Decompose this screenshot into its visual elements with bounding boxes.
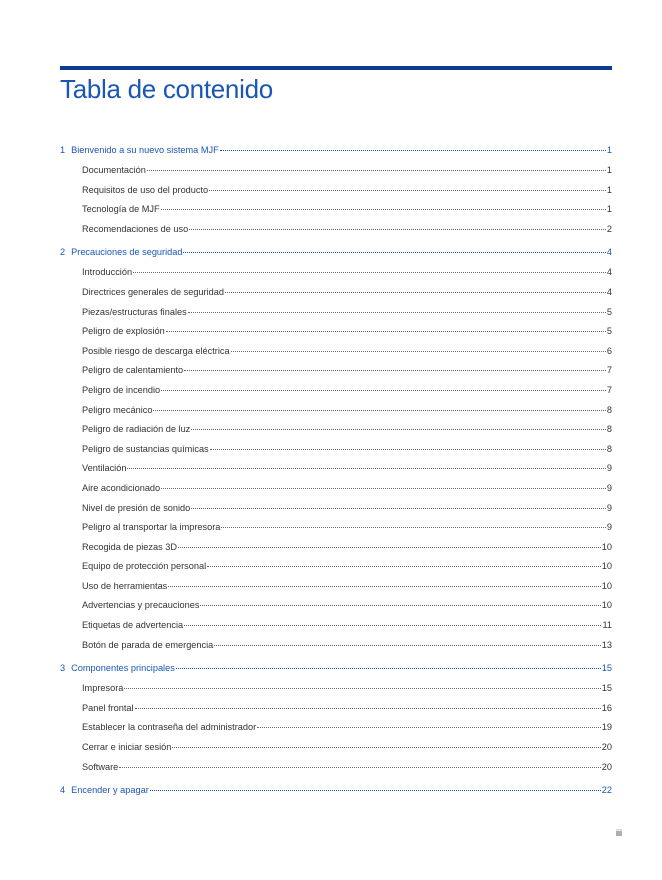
toc-section-entry[interactable] — [60, 703, 612, 723]
chapter-title: Bienvenido a su nuevo sistema MJF — [71, 145, 219, 155]
dot-leader — [161, 488, 606, 489]
chapter-title: Encender y apagar — [71, 785, 149, 796]
section-page-number: 9 — [606, 522, 612, 533]
section-page-number: 2 — [606, 223, 612, 234]
section-page-number: 20 — [601, 742, 612, 753]
dot-leader — [207, 566, 601, 567]
chapter-number: 4 — [60, 785, 66, 796]
dot-leader — [127, 468, 605, 469]
dot-leader — [161, 390, 606, 391]
section-title: Peligro de calentamiento — [82, 365, 184, 376]
toc-section-entry[interactable] — [60, 640, 612, 660]
dot-leader — [188, 312, 606, 313]
dot-leader — [200, 605, 600, 606]
toc-section-entry[interactable] — [60, 742, 612, 762]
toc-section-entry[interactable] — [60, 424, 612, 444]
section-page-number: 8 — [606, 424, 612, 435]
dot-leader — [231, 351, 606, 352]
section-page-number: 7 — [606, 365, 612, 376]
toc-section-entry[interactable] — [60, 185, 612, 205]
chapter-page-number: 22 — [601, 785, 612, 796]
toc-chapter-4 — [60, 785, 612, 805]
dot-leader — [220, 150, 606, 151]
toc-section-entry[interactable] — [60, 204, 612, 224]
section-title: Peligro de explosión — [82, 326, 165, 337]
section-title: Peligro al transportar la impresora — [82, 522, 221, 533]
chapter-number: 3 — [60, 663, 66, 674]
toc-section-entry[interactable] — [60, 722, 612, 742]
toc-section-entry[interactable] — [60, 463, 612, 483]
toc-chapter-2 — [60, 247, 612, 659]
section-title: Nivel de presión de sonido — [82, 502, 191, 513]
toc-section-entry[interactable] — [60, 581, 612, 601]
section-title: Software — [82, 761, 119, 772]
dot-leader — [191, 508, 606, 509]
dot-leader — [172, 747, 600, 748]
dot-leader — [119, 767, 601, 768]
section-page-number: 9 — [606, 482, 612, 493]
toc-chapter-entry[interactable] — [60, 785, 612, 805]
toc-section-entry[interactable] — [60, 287, 612, 307]
toc-section-entry[interactable] — [60, 503, 612, 523]
section-page-number: 5 — [606, 306, 612, 317]
page-folio: iii — [616, 828, 622, 838]
section-title: Equipo de protección personal — [82, 561, 207, 572]
section-title: Recomendaciones de uso — [82, 223, 189, 234]
toc-chapter-entry[interactable] — [60, 663, 612, 683]
section-title: Cerrar e iniciar sesión — [82, 742, 172, 753]
section-title: Advertencias y precauciones — [82, 600, 200, 611]
top-rule — [60, 66, 612, 70]
chapter-number: 1 — [60, 145, 66, 155]
section-page-number: 4 — [606, 267, 612, 278]
dot-leader — [257, 727, 601, 728]
section-page-number: 4 — [606, 286, 612, 297]
dot-leader — [189, 229, 606, 230]
toc-section-entry[interactable] — [60, 165, 612, 185]
dot-leader — [209, 190, 606, 191]
section-page-number: 13 — [601, 639, 612, 650]
section-title: Uso de herramientas — [82, 580, 168, 591]
section-page-number: 1 — [606, 204, 612, 215]
toc-chapter-entry[interactable] — [60, 145, 612, 165]
chapter-page-number: 1 — [606, 145, 612, 155]
section-page-number: 10 — [601, 541, 612, 552]
dot-leader — [184, 625, 601, 626]
dot-leader — [135, 708, 601, 709]
section-page-number: 1 — [606, 165, 612, 175]
toc-section-entry[interactable] — [60, 561, 612, 581]
toc-chapter-1 — [60, 145, 612, 243]
section-title: Peligro mecánico — [82, 404, 153, 415]
section-title: Ventilación — [82, 463, 127, 474]
toc-section-entry[interactable] — [60, 267, 612, 287]
toc-section-entry[interactable] — [60, 307, 612, 327]
chapter-page-number: 4 — [606, 247, 612, 258]
section-page-number: 8 — [606, 404, 612, 415]
section-page-number: 16 — [601, 702, 612, 713]
section-page-number: 10 — [601, 561, 612, 572]
dot-leader — [184, 370, 606, 371]
section-title: Introducción — [82, 267, 133, 278]
dot-leader — [183, 252, 605, 253]
toc-section-entry[interactable] — [60, 542, 612, 562]
section-title: Impresora — [82, 683, 124, 694]
section-title: Establecer la contraseña del administrador — [82, 722, 257, 733]
section-title: Peligro de sustancias químicas — [82, 443, 209, 454]
dot-leader — [225, 292, 606, 293]
chapter-title: Precauciones de seguridad — [71, 247, 183, 258]
toc-section-entry[interactable] — [60, 444, 612, 464]
dot-leader — [147, 170, 606, 171]
section-page-number: 10 — [601, 580, 612, 591]
dot-leader — [176, 668, 601, 669]
page-title: Tabla de contenido — [60, 74, 273, 104]
dot-leader — [124, 688, 600, 689]
toc-section-entry[interactable] — [60, 762, 612, 782]
dot-leader — [221, 527, 605, 528]
section-title: Posible riesgo de descarga eléctrica — [82, 345, 230, 356]
toc-section-entry[interactable] — [60, 224, 612, 244]
dot-leader — [168, 586, 600, 587]
toc-section-entry[interactable] — [60, 346, 612, 366]
section-page-number: 20 — [601, 761, 612, 772]
section-title: Documentación — [82, 165, 146, 175]
section-page-number: 6 — [606, 345, 612, 356]
dot-leader — [150, 790, 601, 791]
chapter-page-number: 15 — [601, 663, 612, 674]
section-title: Peligro de radiación de luz — [82, 424, 191, 435]
toc-section-entry[interactable] — [60, 522, 612, 542]
toc-section-entry[interactable] — [60, 683, 612, 703]
section-page-number: 15 — [601, 683, 612, 694]
section-page-number: 7 — [606, 384, 612, 395]
chapter-number: 2 — [60, 247, 66, 258]
toc-chapter-3 — [60, 663, 612, 781]
dot-leader — [161, 209, 606, 210]
section-title: Recogida de piezas 3D — [82, 541, 177, 552]
toc-section-entry[interactable] — [60, 620, 612, 640]
dot-leader — [178, 547, 601, 548]
dot-leader — [210, 449, 606, 450]
section-title: Botón de parada de emergencia — [82, 639, 214, 650]
section-page-number: 1 — [606, 184, 612, 195]
section-title: Aire acondicionado — [82, 482, 161, 493]
table-of-contents — [60, 145, 612, 805]
section-page-number: 10 — [601, 600, 612, 611]
dot-leader — [214, 645, 600, 646]
dot-leader — [191, 429, 606, 430]
toc-section-entry[interactable] — [60, 483, 612, 503]
toc-section-entry[interactable] — [60, 405, 612, 425]
section-page-number: 11 — [602, 620, 612, 631]
section-title: Tecnología de MJF — [82, 204, 160, 215]
section-title: Requisitos de uso del producto — [82, 184, 209, 195]
section-page-number: 19 — [601, 722, 612, 733]
chapter-title: Componentes principales — [71, 663, 175, 674]
section-title: Etiquetas de advertencia — [82, 620, 184, 631]
section-page-number: 9 — [606, 463, 612, 474]
section-title: Directrices generales de seguridad — [82, 286, 224, 297]
section-title: Piezas/estructuras finales — [82, 306, 187, 317]
dot-leader — [153, 410, 605, 411]
toc-section-entry[interactable] — [60, 326, 612, 346]
section-page-number: 5 — [606, 326, 612, 337]
toc-chapter-entry[interactable] — [60, 247, 612, 267]
dot-leader — [166, 331, 606, 332]
toc-section-entry[interactable] — [60, 600, 612, 620]
dot-leader — [133, 272, 606, 273]
section-title: Peligro de incendio — [82, 384, 161, 395]
section-title: Panel frontal — [82, 702, 134, 713]
toc-section-entry[interactable] — [60, 365, 612, 385]
section-page-number: 8 — [606, 443, 612, 454]
section-page-number: 9 — [606, 502, 612, 513]
toc-section-entry[interactable] — [60, 385, 612, 405]
